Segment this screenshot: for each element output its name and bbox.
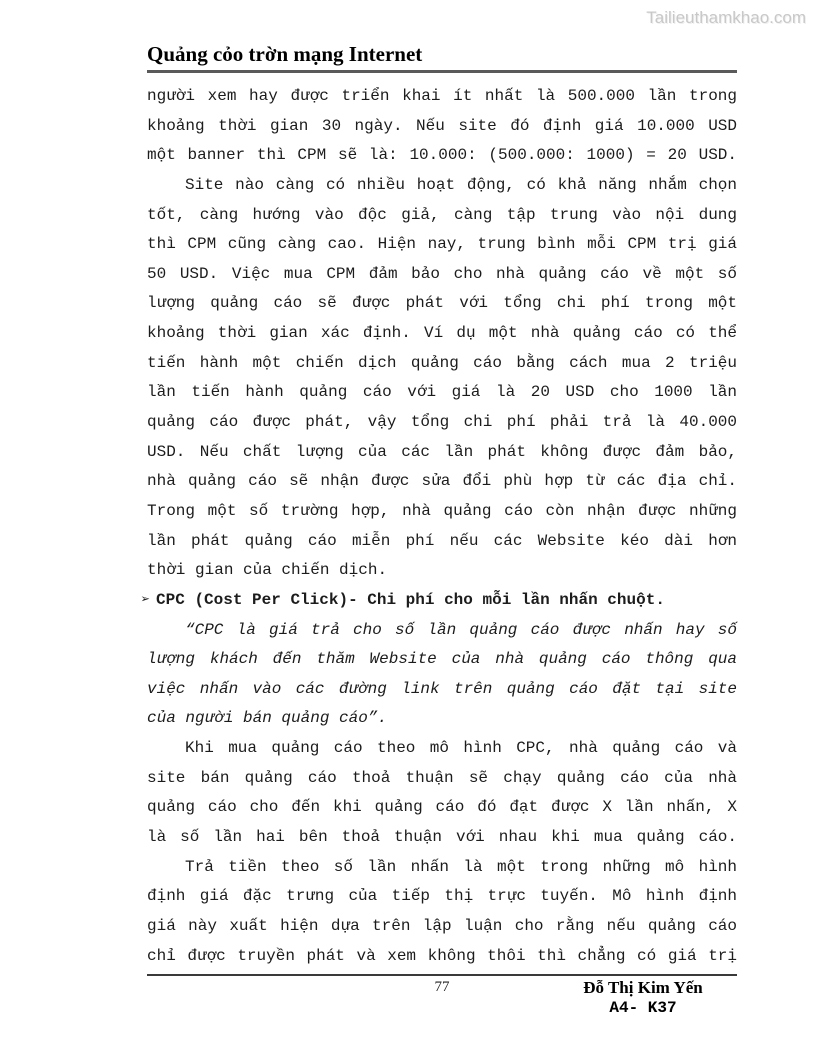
body-line: khoảng thời gian xác định. Ví dụ một nhà quảng cáo có thể [147,324,737,343]
body-line: khoảng thời gian 30 ngày. Nếu site đó định giá 10.000 USD [147,116,737,135]
author-name: Đỗ Thị Kim Yến [583,978,703,997]
body-line: Site nào càng có nhiều hoạt động, có khả năng nhắm chọn [185,175,737,194]
body-line: lượng khách đến thăm Website của nhà quảng cáo thông qua [147,650,737,669]
body-line: Trong một số trường hợp, nhà quảng cáo còn nhận được những [147,501,737,520]
body-line: định giá đặc trưng của tiếp thị trực tuyến. Mô hình định [147,887,737,906]
body-line: giá này xuất hiện dựa trên lập luận cho rằng nếu quảng cáo [147,916,737,935]
body-line: một banner thì CPM sẽ là: 10.000: (500.000: 1000) = 20 USD. [147,146,737,165]
body-line: lần tiến hành quảng cáo với giá là 20 USD cho 1000 lần [147,383,737,402]
body-line [141,586,737,616]
body-line: thì CPM cũng càng cao. Hiện nay, trung bình mỗi CPM trị giá [147,235,737,254]
body-line: 50 USD. Việc mua CPM đảm bảo cho nhà quảng cáo về một số [147,264,737,283]
body-line: “CPC là giá trả cho số lần quảng cáo được nhấn hay số [185,620,737,639]
header-rule [147,70,737,73]
body-line: người xem hay được triển khai ít nhất là 500.000 lần trong [147,87,737,105]
body-line: tốt, càng hướng vào độc giả, càng tập trung vào nội dung [147,205,737,224]
bullet-heading-text: CPC (Cost Per Click)- Chi phí cho mỗi lần nhấn chuột. [156,590,665,609]
body-line: site bán quảng cáo thoả thuận sẽ chạy quảng cáo của nhà [147,768,737,787]
body-line: lần phát quảng cáo miễn phí nếu các Website kéo dài hơn [147,531,737,550]
body-line: tiến hành một chiến dịch quảng cáo bằng cách mua 2 triệu [147,353,737,372]
body-line: lượng quảng cáo sẽ được phát với tổng chi phí trong một [147,294,737,313]
body-line: là số lần hai bên thoả thuận với nhau khi mua quảng cáo. [147,828,737,847]
body-line: quảng cáo được phát, vậy tổng chi phí phải trả là 40.000 [147,413,737,432]
body-line: thời gian của chiến dịch. [147,561,388,580]
body-line: của người bán quảng cáo”. [147,709,388,728]
body-line: nhà quảng cáo sẽ nhận được sửa đổi phù hợp từ các địa chỉ. [147,472,737,491]
body-line: USD. Nếu chất lượng của các lần phát không được đảm bảo, [147,442,737,461]
author-class: A4- K37 [609,999,677,1017]
page-number: 77 [434,979,450,995]
page-title: Quảng cỏo trờn mạng Internet [147,42,423,66]
body-line: Trả tiền theo số lần nhấn là một trong những mô hình [185,857,737,876]
body-line: quảng cáo cho đến khi quảng cáo đó đạt được X lần nhấn, X [147,798,737,817]
arrow-bullet-icon: ➢ [141,591,151,609]
body-text [141,82,737,971]
page-header [147,42,737,73]
body-line: chỉ được truyền phát và xem không thôi thì chẳng có giá trị [147,946,737,965]
site-watermark: Tailieuthamkhao.com [646,8,806,27]
footer-rule [147,974,737,976]
author-block [568,977,718,1018]
body-line: Khi mua quảng cáo theo mô hình CPC, nhà quảng cáo và [185,739,737,758]
body-line: việc nhấn vào các đường link trên quảng cáo đặt tại site [147,679,737,698]
